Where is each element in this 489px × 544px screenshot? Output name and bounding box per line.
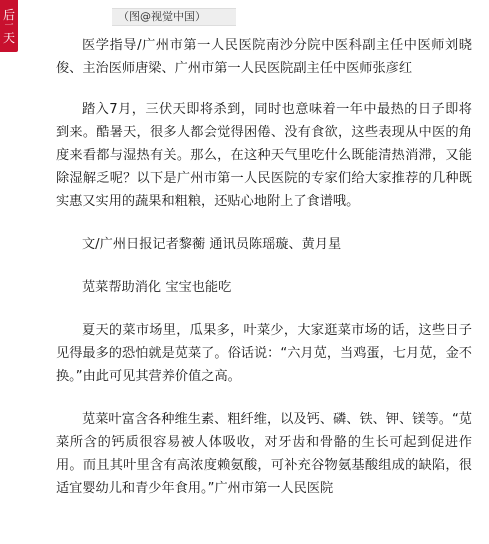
side-tab-char-1: 后: [2, 7, 15, 22]
article-paragraph: 夏天的菜市场里，瓜果多，叶菜少，大家逛菜市场的话，这些日子见得最多的恐怕就是苋菜了。俗话说：“六月苋，当鸡蛋，七月苋，金不换。”由此可见其营养价值之高。: [56, 323, 472, 384]
side-tab-char-2: 天: [2, 30, 15, 45]
article-subheading: 苋菜帮助消化 宝宝也能吃: [82, 280, 232, 295]
side-tab-next-day[interactable]: [0, 0, 18, 52]
side-tab-separator: 一: [4, 20, 14, 31]
article-paragraph-credits: 医学指导/广州市第一人民医院南沙分院中医科副主任中医师刘晓俊、主治医师唐梁、广州市第一人民医院副主任中医师张彦红: [56, 38, 472, 76]
article-body: [56, 34, 472, 520]
image-caption: （图@视觉中国）: [112, 8, 236, 26]
article-paragraph-intro: 踏入7月，三伏天即将杀到，同时也意味着一年中最热的日子即将到来。酷暑天，很多人都会觉得困倦、没有食欲，这些表现从中医的角度来看都与湿热有关。那么，在这种天气里吃什么既能清热消滞，又能除湿解乏呢？以下是广州市第一人民医院的专家们给大家推荐的几种既实惠又实用的蔬果和粗粮，还贴心地附上了食谱哦。: [56, 102, 472, 209]
article-paragraph: 苋菜叶富含各种维生素、粗纤维，以及钙、磷、铁、钾、镁等。“苋菜所含的钙质很容易被人体吸收，对牙齿和骨骼的生长可起到促进作用。而且其叶里含有高浓度赖氨酸，可补充谷物氨基酸组成的缺陷，很适宜婴幼儿和青少年食用。”广州市第一人民医院: [56, 412, 472, 496]
article-byline: 文/广州日报记者黎蘅 通讯员陈瑶璇、黄月星: [82, 237, 342, 252]
